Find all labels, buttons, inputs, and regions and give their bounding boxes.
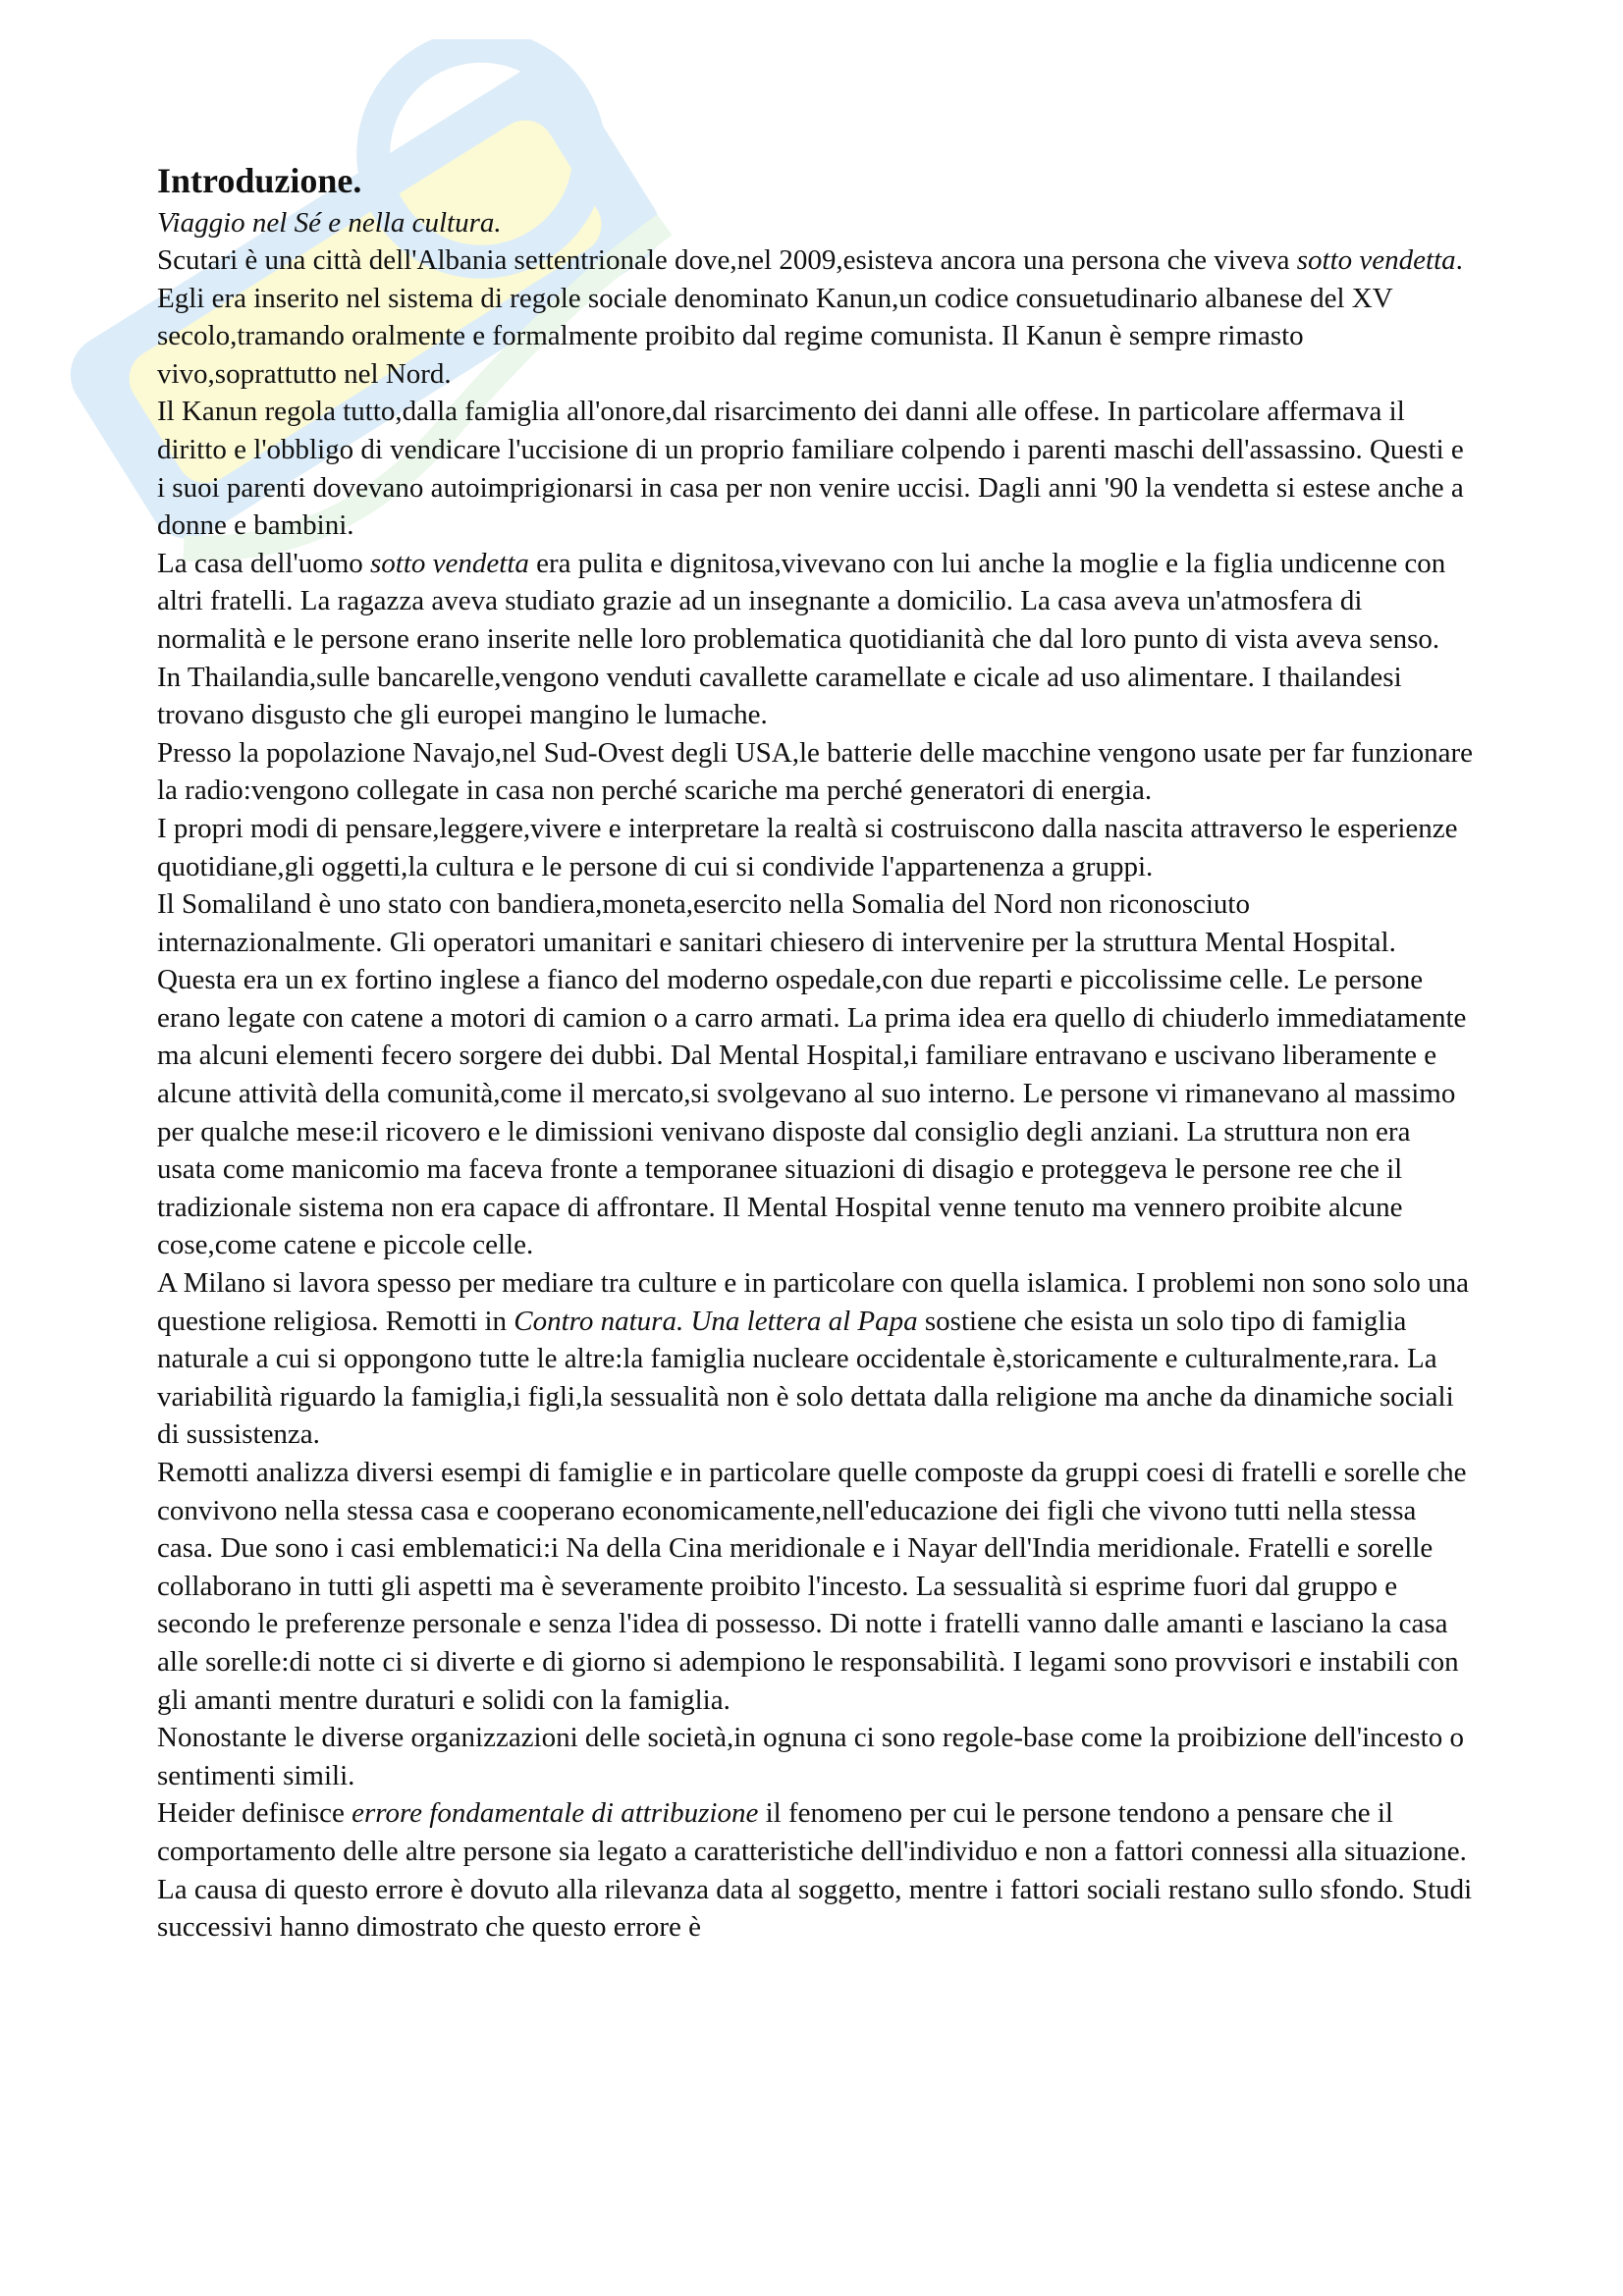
- paragraph: Il Kanun regola tutto,dalla famiglia all'onore,dal risarcimento dei danni alle offese. In particolare affermava il diritto e l'obbligo di vendicare l'uccisione di un proprio familiare colpendo i parenti maschi dell'assassino. Questi e i suoi parenti dovevano autoimprigionarsi in casa per non venire uccisi. Dagli anni '90 la vendetta si estese anche a donne e bambini.: [157, 396, 1464, 542]
- document-page: [157, 157, 1473, 1947]
- paragraph: In Thailandia,sulle bancarelle,vengono venduti cavallette caramellate e cicale ad uso alimentare. I thailandesi trovano disgusto che gli europei mangino le lumache.: [157, 661, 1402, 731]
- paragraph: Il Somaliland è uno stato con bandiera,moneta,esercito nella Somalia del Nord non riconosciuto internazionalmente. Gli operatori umanitari e sanitari chiesero di intervenire per la struttura Mental Hospital. Questa era un ex fortino inglese a fianco del moderno ospedale,con due reparti e piccolissime celle. Le persone erano legate con catene a motori di camion o a carro armati. La prima idea era quello di chiuderlo immediatamente ma alcuni elementi fecero sorgere dei dubbi. Dal Mental Hospital,i familiare entravano e uscivano liberamente e alcune attività della comunità,come il mercato,si svolgevano al suo interno. Le persone vi rimanevano al massimo per qualche mese:il ricovero e le dimissioni venivano disposte dal consiglio degli anziani. La struttura non era usata come manicomio ma faceva fronte a temporanee situazioni di disagio e proteggeva le persone ree che il tradizionale sistema non era capace di affrontare. Il Mental Hospital venne tenuto ma vennero proibite alcune cose,come catene e piccole celle.: [157, 888, 1467, 1261]
- paragraph: Remotti analizza diversi esempi di famiglie e in particolare quelle composte da gruppi coesi di fratelli e sorelle che convivono nella stessa casa e cooperano economicamente,nell'educazione dei figli che vivono tutti nella stessa casa. Due sono i casi emblematici:i Na della Cina meridionale e i Nayar dell'India meridionale. Fratelli e sorelle collaborano in tutti gli aspetti ma è severamente proibito l'incesto. La sessualità si esprime fuori dal gruppo e secondo le preferenze personale e senza l'idea di possesso. Di notte i fratelli vanno dalle amanti e lasciano la casa alle sorelle:di notte ci si diverte e di giorno si adempiono le responsabilità. I legami sono provvisori e instabili con gli amanti mentre duraturi e solidi con la famiglia.: [157, 1457, 1467, 1716]
- paragraph: Scutari è una città dell'Albania settentrionale dove,nel 2009,esisteva ancora una persona che viveva sotto vendetta. Egli era inserito nel sistema di regole sociale denominato Kanun,un codice consuetudinario albanese del XV secolo,tramando oralmente e formalmente proibito dal regime comunista. Il Kanun è sempre rimasto vivo,soprattutto nel Nord.: [157, 244, 1463, 390]
- paragraph: La casa dell'uomo sotto vendetta era pulita e dignitosa,vivevano con lui anche la moglie e la figlia undicenne con altri fratelli. La ragazza aveva studiato grazie ad un insegnante a domicilio. La casa aveva un'atmosfera di normalità e le persone erano inserite nelle loro problematica quotidianità che dal loro punto di vista aveva senso.: [157, 547, 1446, 655]
- paragraph: Presso la popolazione Navajo,nel Sud-Ovest degli USA,le batterie delle macchine vengono usate per far funzionare la radio:vengono collegate in casa non perché scariche ma perché generatori di energia.: [157, 736, 1473, 807]
- document-subtitle: Viaggio nel Sé e nella cultura.: [157, 207, 502, 239]
- paragraph: I propri modi di pensare,leggere,vivere e interpretare la realtà si costruiscono dalla nascita attraverso le esperienze quotidiane,gli oggetti,la cultura e le persone di cui si condivide l'appartenenza a gruppi.: [157, 812, 1458, 882]
- paragraph: Nonostante le diverse organizzazioni delle società,in ognuna ci sono regole-base come la proibizione dell'incesto o sentimenti simili.: [157, 1722, 1464, 1791]
- paragraph: A Milano si lavora spesso per mediare tra culture e in particolare con quella islamica. I problemi non sono solo una questione religiosa. Remotti in Contro natura. Una lettera al Papa sostiene che esista un solo tipo di famiglia naturale a cui si oppongono tutte le altre:la famiglia nucleare occidentale è,storicamente e culturalmente,rara. La variabilità riguardo la famiglia,i figli,la sessualità non è solo dettata dalla religione ma anche da dinamiche sociali di sussistenza.: [157, 1267, 1470, 1451]
- document-title: Introduzione.: [157, 161, 362, 200]
- paragraph: Heider definisce errore fondamentale di attribuzione il fenomeno per cui le persone tendono a pensare che il comportamento delle altre persone sia legato a caratteristiche dell'individuo e non a fattori connessi alla situazione. La causa di questo errore è dovuto alla rilevanza data al soggetto, mentre i fattori sociali restano sullo sfondo. Studi successivi hanno dimostrato che questo errore è: [157, 1797, 1473, 1944]
